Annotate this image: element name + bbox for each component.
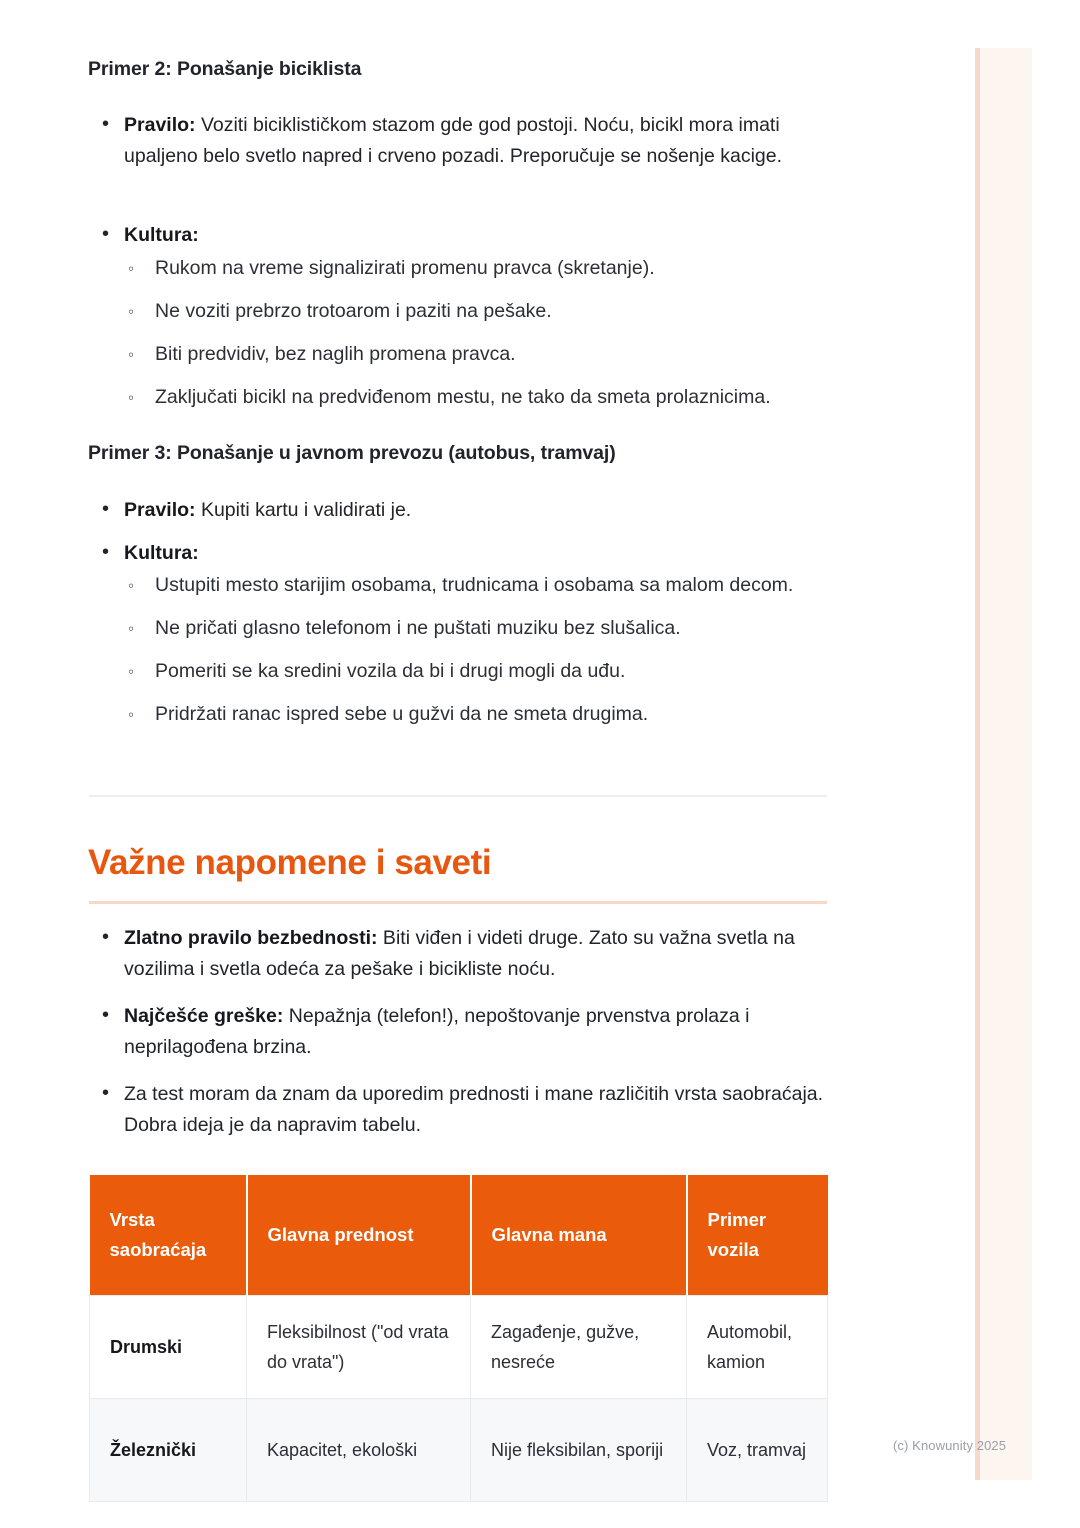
primer2-rule-text: Voziti biciklističkom stazom gde god postoji. Noću, bicikl mora imati upaljeno belo svetlo napred i crveno pozadi. Preporučuje se nošenje kacige.: [124, 114, 783, 167]
table-cell-advantage: Kapacitet, ekološki: [247, 1399, 471, 1502]
list-item: [88, 110, 828, 172]
tip-text-0: Biti viđen i videti druge. Zato su važna svetla na vozilima i svetla odeća za pešake i bicikliste noću.: [124, 927, 795, 980]
tips-list: [88, 923, 828, 1157]
transport-comparison-table: [89, 1175, 828, 1502]
primer3-heading: Primer 3: Ponašanje u javnom prevozu (autobus, tramvaj): [88, 442, 616, 464]
list-item: ◦ Biti predvidiv, bez naglih promena pravca.: [124, 339, 844, 370]
watermark: (c) Knowunity 2025: [893, 1438, 1007, 1453]
table-header-row: [90, 1175, 828, 1296]
primer2-rule-label: Pravilo:: [124, 114, 196, 136]
section-title-underline: [89, 901, 827, 904]
list-item: ◦ Ne voziti prebrzo trotoarom i paziti na pešake.: [124, 296, 844, 327]
primer2-rule-list: [88, 110, 828, 188]
tip-label-0: Zlatno pravilo bezbednosti:: [124, 927, 378, 949]
primer2-heading: Primer 2: Ponašanje biciklista: [88, 58, 362, 80]
list-item: ◦ Pridržati ranac ispred sebe u gužvi da ne smeta drugima.: [124, 699, 844, 730]
table-header-cell: Glavna prednost: [247, 1175, 471, 1296]
table-cell-disadvantage: Nije fleksibilan, sporiji: [471, 1399, 687, 1502]
primer3-kultura-sublist: [124, 570, 844, 742]
right-decorative-panel: [975, 48, 1032, 1480]
table-cell-advantage: Fleksibilnost ("od vrata do vrata"): [247, 1296, 471, 1399]
table-row: [90, 1296, 828, 1399]
list-item: [88, 923, 828, 985]
primer3-rule-text: Kupiti kartu i validirati je.: [195, 499, 412, 521]
section-title-vazne-napomene: Važne napomene i saveti: [88, 843, 492, 882]
table-cell-type: Železnički: [90, 1399, 247, 1502]
list-item: ◦ Ne pričati glasno telefonom i ne puštati muziku bez slušalica.: [124, 613, 844, 644]
table-cell-type: Drumski: [90, 1296, 247, 1399]
table-row: [90, 1399, 828, 1502]
list-item: ◦ Pomeriti se ka sredini vozila da bi i drugi mogli da uđu.: [124, 656, 844, 687]
list-item: [88, 538, 828, 569]
list-item: ◦ Zaključati bicikl na predviđenom mestu, ne tako da smeta prolaznicima.: [124, 382, 844, 413]
right-panel-edge: [975, 48, 980, 1480]
list-item: [88, 495, 828, 526]
tip-text-1: Nepažnja (telefon!), nepoštovanje prvenstva prolaza i neprilagođena brzina.: [124, 1005, 750, 1058]
primer3-rule-label: Pravilo:: [124, 499, 196, 521]
list-item: [88, 220, 828, 251]
table-cell-disadvantage: Zagađenje, gužve, nesreće: [471, 1296, 687, 1399]
primer3-rule-list: [88, 495, 828, 542]
list-item: ◦ Rukom na vreme signalizirati promenu pravca (skretanje).: [124, 253, 844, 284]
list-item: [88, 1001, 828, 1063]
table-cell-example: Voz, tramvaj: [687, 1399, 828, 1502]
table-header-cell: Vrsta saobraćaja: [90, 1175, 247, 1296]
list-item: ◦ Ustupiti mesto starijim osobama, trudnicama i osobama sa malom decom.: [124, 570, 844, 601]
section-divider: [89, 795, 827, 797]
tip-text-2: Za test moram da znam da uporedim prednosti i mane različitih vrsta saobraćaja. Dobra ideja je da napravim tabelu.: [124, 1083, 824, 1136]
tip-label-1: Najčešće greške:: [124, 1005, 284, 1027]
primer2-kultura-label: Kultura:: [124, 224, 199, 246]
table-cell-example: Automobil, kamion: [687, 1296, 828, 1399]
primer3-kultura-label: Kultura:: [124, 542, 199, 564]
primer2-kultura-sublist: [124, 253, 844, 425]
table-header-cell: Glavna mana: [471, 1175, 687, 1296]
list-item: [88, 1079, 828, 1141]
table-header-cell: Primer vozila: [687, 1175, 828, 1296]
